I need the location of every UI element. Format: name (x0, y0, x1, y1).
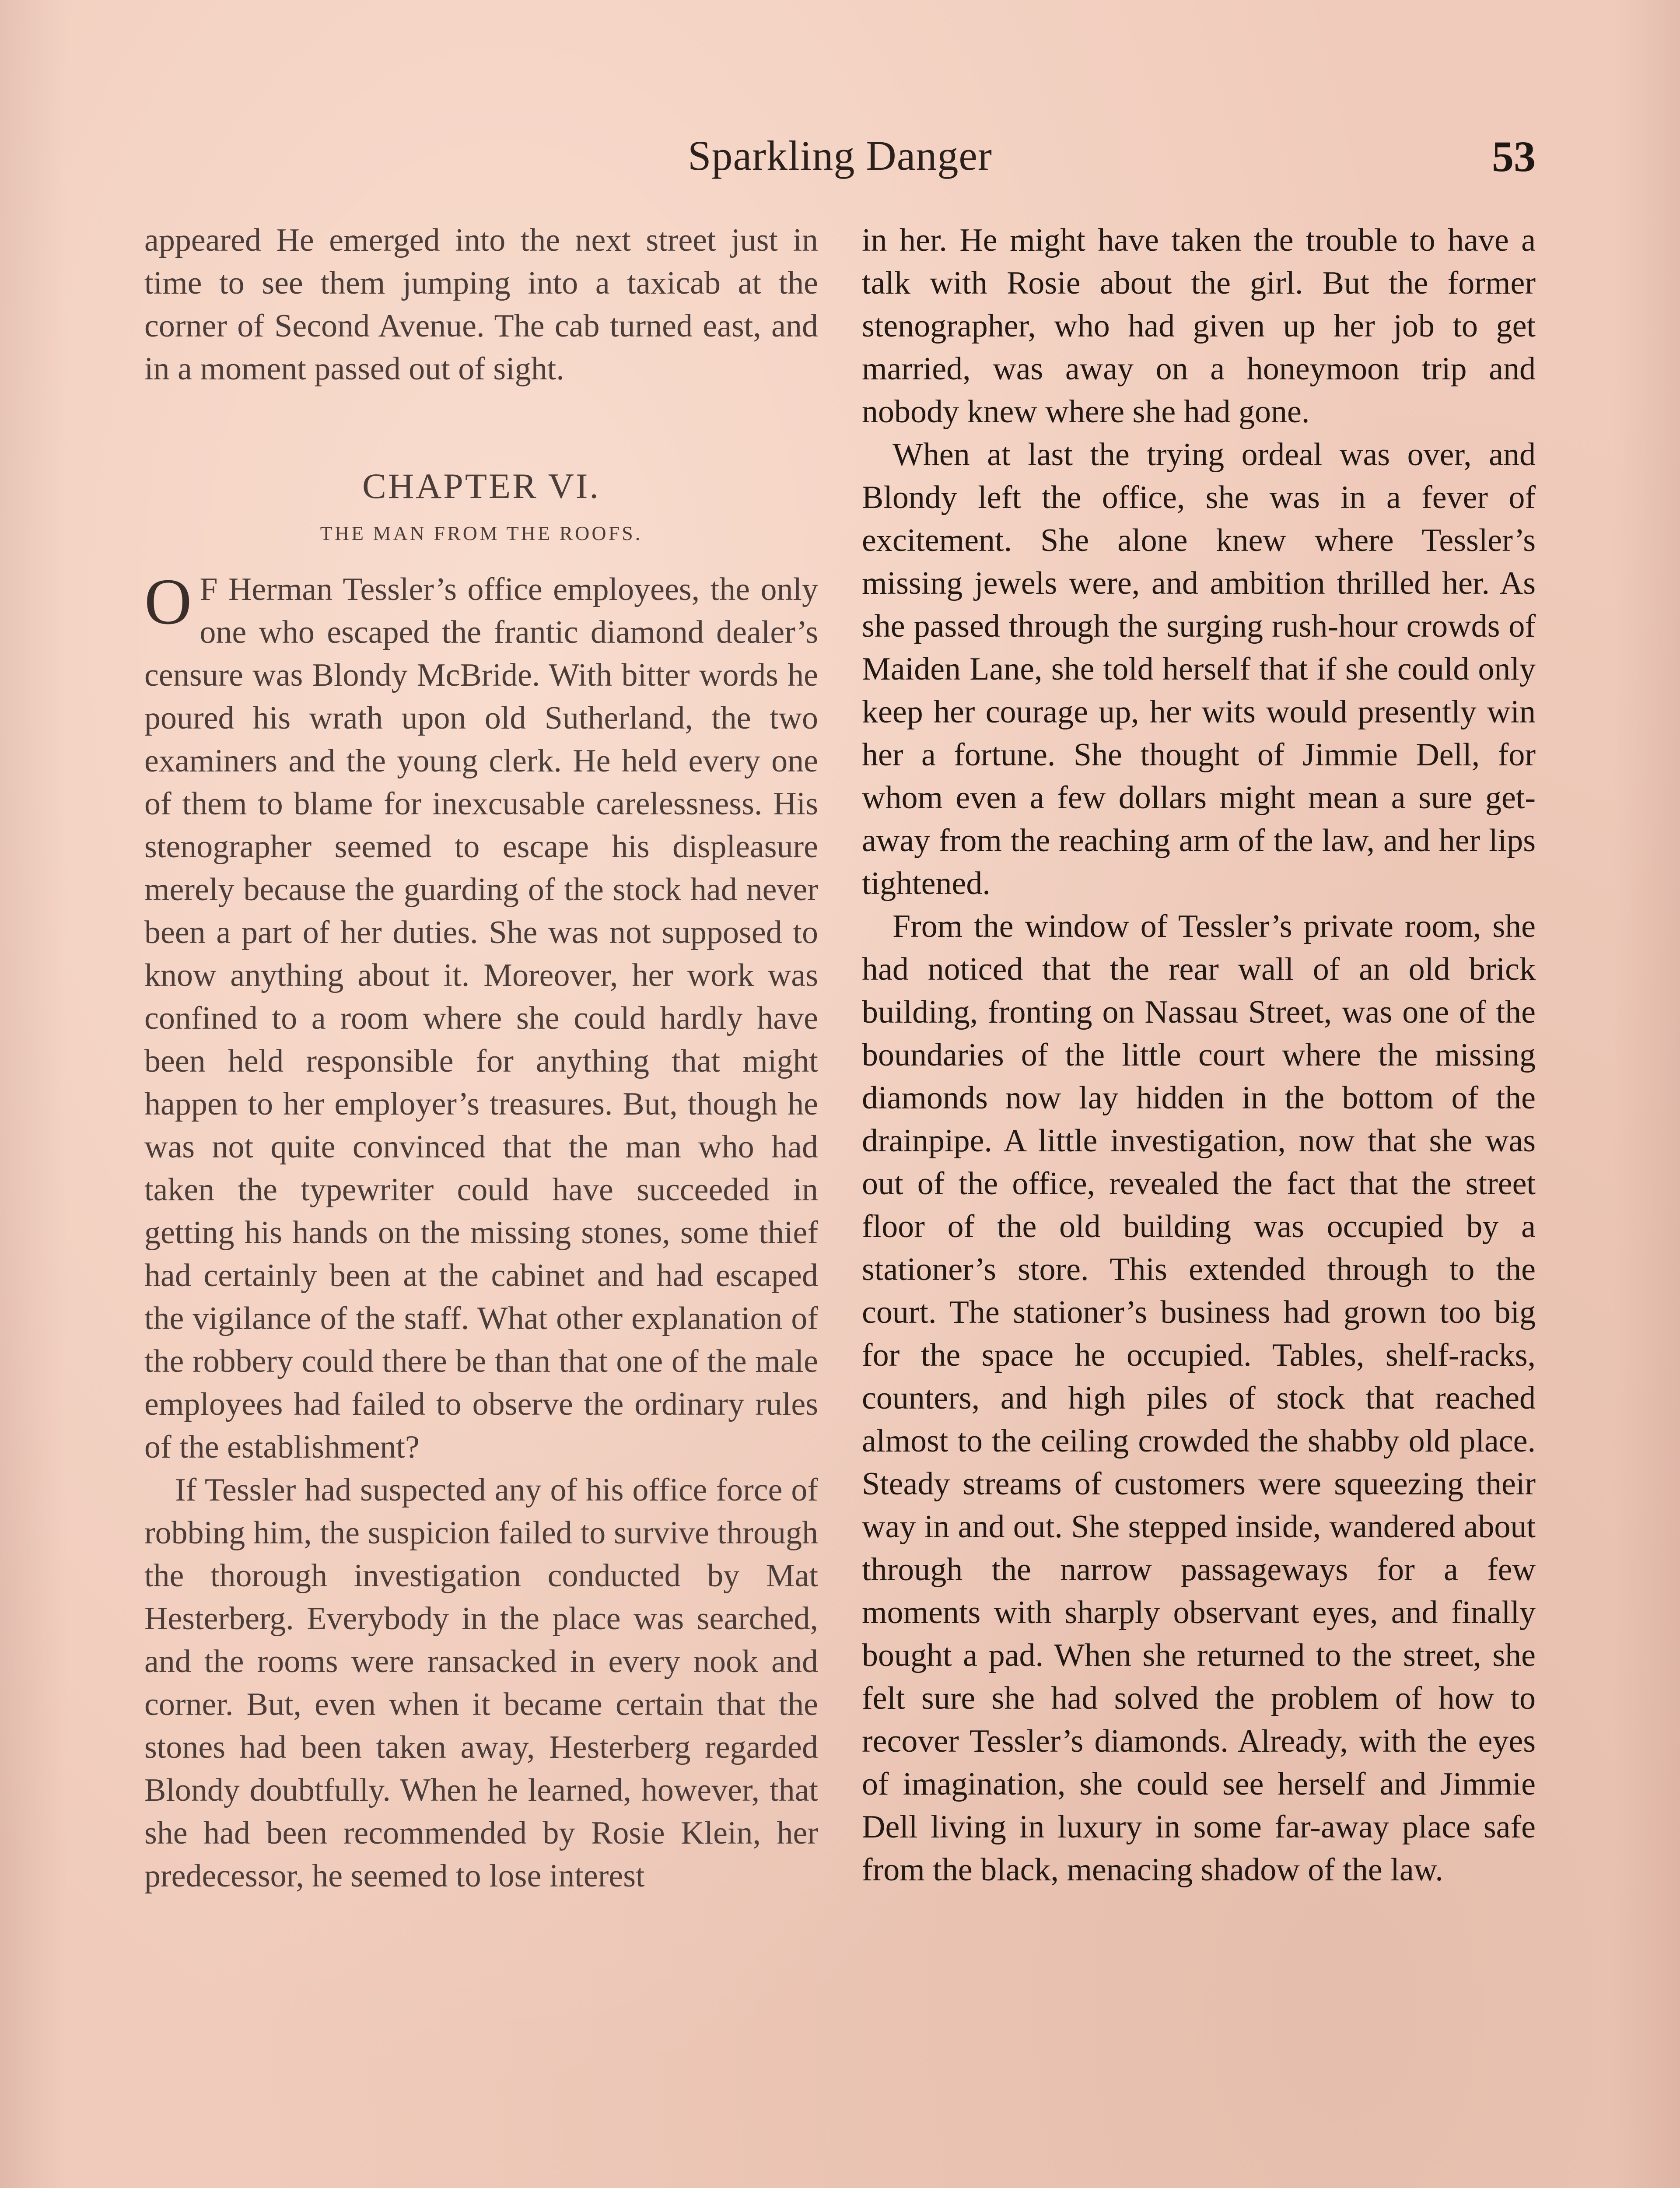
chapter-subtitle: THE MAN FROM THE ROOFS. (320, 522, 643, 544)
chapter-title: CHAPTER VI. (362, 466, 600, 506)
continued-paragraph: appeared He emerged into the next street just in time to see them jumping into a taxicab at the corner of Second Avenue. The cab turned east, and in a moment passed out of sight. (144, 222, 818, 387)
body-paragraph: From the window of Tessler’s private room, she had noticed that the rear wall of an old brick building, fronting on Nassau Street, was one of the boundaries of the little court where the missing diamonds now lay hidden in the bottom of the drainpipe. A little investigation, now that she was out of the office, revealed the fact that the street floor of the old building was occupied by a stationer’s store. This extended through to the court. The stationer’s business had grown too big for the space he occupied. Tables, shelf-racks, counters, and high piles of stock that reached almost to the ceiling crowded the shabby old place. Steady streams of customers were squeezing their way in and out. She stepped inside, wandered about through the narrow passageways for a few moments with sharply observant eyes, and finally bought a pad. When she returned to the street, she felt sure she had solved the problem of how to recover Tessler’s diamonds. Already, with the eyes of imagination, she could see herself and Jimmie Dell living in luxury in some far-away place safe from the black, menacing shadow of the law. (862, 908, 1536, 1888)
opening-paragraph-text: F Herman Tessler’s office employees, the only one who escaped the frantic diamond dealer’s censure was Blondy McBride. With bitter words he poured his wrath upon old Sutherland, the two examiners and the young clerk. He held every one of them to blame for inexcusable carelessness. His stenographer seemed to escape his displeasure merely because the guarding of the stock had never been a part of her duties. She was not supposed to know anything about it. Moreover, her work was confined to a room where she could hardly have been held responsible for anything that might happen to her employer’s treasures. But, though he was not quite convinced that the man who had taken the typewriter could have succeeded in getting his hands on the missing stones, some thief had certainly been at the cabinet and had escaped the vigilance of the staff. What other explanation of the robbery could there be than that one of the male employees had failed to observe the ordinary rules of the establishment? (144, 572, 818, 1465)
right-column (862, 219, 1536, 2188)
continued-paragraph: in her. He might have taken the trouble to have a talk with Rosie about the girl. But the former stenographer, who had given up her job to get married, was away on a honeymoon trip and nobody knew where she had gone. (862, 222, 1536, 430)
body-paragraph: If Tessler had suspected any of his office force of robbing him, the suspicion failed to survive through the thorough investigation conducted by Mat Hesterberg. Everybody in the place was searched, and the rooms were ransacked in every nook and corner. But, even when it became certain that the stones had been taken away, Hesterberg regarded Blondy doubtfully. When he learned, however, that she had been recommended by Rosie Klein, her predecessor, he seemed to lose interest (144, 1472, 818, 1894)
page-number: 53 (1492, 132, 1536, 181)
page-header (144, 131, 1536, 193)
drop-cap: O (144, 565, 192, 638)
left-column (144, 219, 818, 2188)
chapter-opening-paragraph (144, 565, 818, 1469)
running-title: Sparkling Danger (688, 132, 992, 179)
body-paragraph: When at last the trying ordeal was over, and Blondy left the office, she was in a fever of excitement. She alone knew where Tessler’s missing jewels were, and ambition thrilled her. As she passed through the surging rush-hour crowds of Maiden Lane, she told herself that if she could only keep her courage up, her wits would presently win her a fortune. She thought of Jimmie Dell, for whom even a few dollars might mean a sure get-away from the reaching arm of the law, and her lips tightened. (862, 437, 1536, 901)
